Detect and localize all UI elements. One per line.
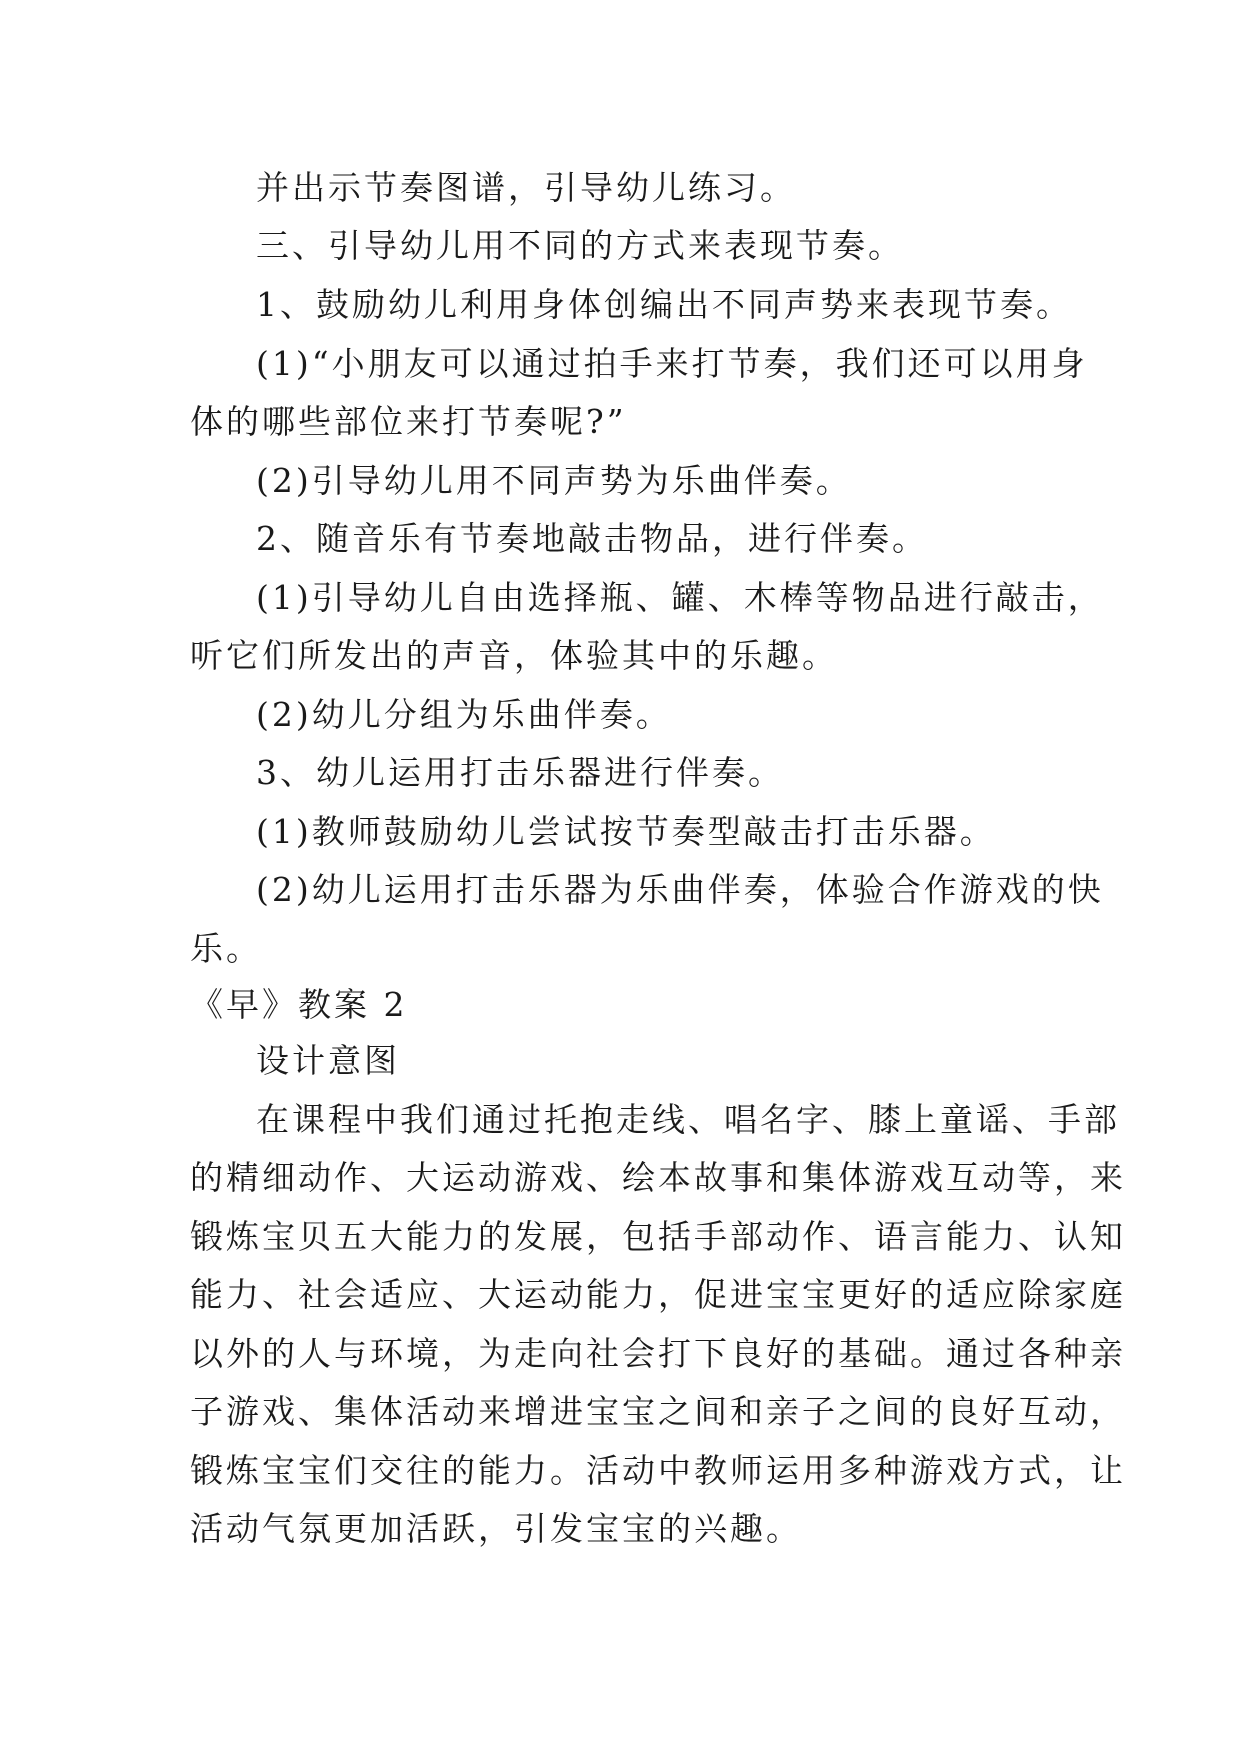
- paragraph-line: 并出示节奏图谱，引导幼儿练习。: [256, 168, 796, 207]
- paragraph-line: (2)幼儿分组为乐曲伴奏。: [256, 695, 672, 734]
- paragraph-line: 体的哪些部位来打节奏呢?”: [190, 402, 627, 441]
- paragraph-line: 听它们所发出的声音，体验其中的乐趣。: [190, 636, 838, 675]
- paragraph-line: 以外的人与环境，为走向社会打下良好的基础。通过各种亲: [190, 1334, 1126, 1373]
- paragraph-line: 三、引导幼儿用不同的方式来表现节奏。: [256, 226, 904, 265]
- paragraph-line: 的精细动作、大运动游戏、绘本故事和集体游戏互动等，来: [190, 1158, 1126, 1197]
- paragraph-line: 2、随音乐有节奏地敲击物品，进行伴奏。: [256, 519, 928, 558]
- paragraph-line: 锻炼宝贝五大能力的发展，包括手部动作、语言能力、认知: [190, 1217, 1126, 1256]
- paragraph-line: 1、鼓励幼儿利用身体创编出不同声势来表现节奏。: [256, 285, 1072, 324]
- paragraph-line: 锻炼宝宝们交往的能力。活动中教师运用多种游戏方式，让: [190, 1451, 1126, 1490]
- section-heading: 《早》教案 2: [190, 985, 408, 1024]
- paragraph-line: (1)“小朋友可以通过拍手来打节奏，我们还可以用身: [256, 344, 1088, 383]
- paragraph-line: 乐。: [190, 929, 262, 968]
- paragraph-line: (2)引导幼儿用不同声势为乐曲伴奏。: [256, 461, 852, 500]
- paragraph-line: (1)教师鼓励幼儿尝试按节奏型敲击打击乐器。: [256, 812, 996, 851]
- paragraph-line: 3、幼儿运用打击乐器进行伴奏。: [256, 753, 784, 792]
- paragraph-line: 在课程中我们通过托抱走线、唱名字、膝上童谣、手部: [256, 1100, 1120, 1139]
- paragraph-line: (2)幼儿运用打击乐器为乐曲伴奏，体验合作游戏的快: [256, 870, 1104, 909]
- paragraph-line: 子游戏、集体活动来增进宝宝之间和亲子之间的良好互动，: [190, 1392, 1126, 1431]
- paragraph-line: 活动气氛更加活跃，引发宝宝的兴趣。: [190, 1509, 802, 1548]
- paragraph-line: 能力、社会适应、大运动能力，促进宝宝更好的适应除家庭: [190, 1275, 1126, 1314]
- subsection-heading: 设计意图: [256, 1041, 400, 1080]
- paragraph-line: (1)引导幼儿自由选择瓶、罐、木棒等物品进行敲击，: [256, 578, 1104, 617]
